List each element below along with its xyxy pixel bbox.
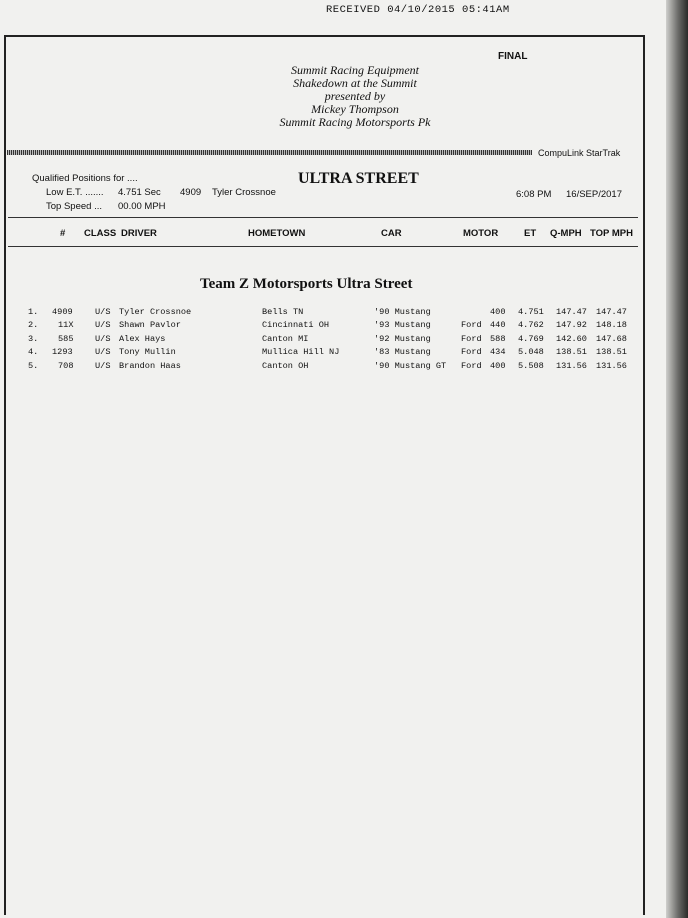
- cell-position: 3.: [28, 333, 39, 344]
- cell-qmph: 138.51: [556, 347, 587, 358]
- cell-car: '92 Mustang: [374, 333, 431, 344]
- cell-qmph: 142.60: [556, 333, 587, 344]
- cell-car: '90 Mustang GT: [374, 360, 447, 371]
- cell-et: 4.762: [518, 320, 544, 331]
- cell-car: '90 Mustang: [374, 307, 431, 317]
- cell-driver: Tyler Crossnoe: [119, 307, 192, 317]
- fax-received-stamp: RECEIVED 04/10/2015 05:41AM: [326, 4, 510, 16]
- column-header-top-rule: [8, 217, 638, 218]
- event-header: [200, 64, 510, 129]
- cell-engine: 400: [490, 307, 506, 317]
- cell-car-number: 1293: [52, 347, 73, 358]
- cell-engine: 434: [490, 347, 506, 358]
- cell-car-number: 708: [58, 360, 74, 371]
- team-title: Team Z Motorsports Ultra Street: [200, 276, 413, 292]
- qualified-positions: [32, 172, 276, 214]
- event-presenter: Mickey Thompson: [311, 102, 399, 116]
- cell-class: U/S: [95, 333, 111, 344]
- cell-driver: Shawn Pavlor: [119, 320, 181, 331]
- col-qmph: Q-MPH: [550, 228, 582, 239]
- status-label: FINAL: [498, 51, 528, 62]
- col-car: CAR: [381, 228, 402, 239]
- col-class: CLASS: [84, 228, 117, 239]
- cell-make: Ford: [461, 320, 482, 331]
- cell-driver: Brandon Haas: [119, 360, 181, 371]
- col-hometown: HOMETOWN: [248, 228, 306, 239]
- top-speed-row: [32, 200, 276, 214]
- cell-topmph: 148.18: [596, 320, 627, 331]
- cell-topmph: 147.47: [596, 307, 627, 317]
- low-et-driver: Tyler Crossnoe: [212, 187, 276, 198]
- report-time: 6:08 PM: [516, 189, 552, 200]
- cell-hometown: Canton OH: [262, 360, 309, 371]
- page-frame: [4, 35, 645, 915]
- col-et: ET: [524, 228, 537, 239]
- cell-class: U/S: [95, 307, 111, 317]
- event-name: Shakedown at the Summit: [293, 76, 417, 90]
- timing-system-label: CompuLink StarTrak: [538, 148, 621, 158]
- cell-class: U/S: [95, 360, 111, 371]
- cell-position: 2.: [28, 320, 39, 331]
- col-driver: DRIVER: [121, 228, 157, 239]
- cell-class: U/S: [95, 347, 111, 358]
- cell-topmph: 131.56: [596, 360, 627, 371]
- cell-car: '83 Mustang: [374, 347, 431, 358]
- cell-et: 5.508: [518, 360, 544, 371]
- cell-make: Ford: [461, 360, 482, 371]
- top-speed-label: Top Speed ...: [46, 201, 102, 212]
- qualified-heading: Qualified Positions for ....: [32, 173, 138, 184]
- cell-position: 4.: [28, 347, 39, 358]
- cell-hometown: Bells TN: [262, 307, 304, 317]
- column-header-bottom-rule: [8, 246, 638, 247]
- cell-hometown: Cincinnati OH: [262, 320, 330, 331]
- col-num: #: [60, 228, 66, 239]
- cell-make: Ford: [461, 333, 482, 344]
- cell-position: 1.: [28, 307, 39, 317]
- cell-qmph: 131.56: [556, 360, 587, 371]
- cell-et: 5.048: [518, 347, 544, 358]
- cell-car-number: 4909: [52, 307, 73, 317]
- cell-car: '93 Mustang: [374, 320, 431, 331]
- hatched-divider: [7, 150, 532, 155]
- low-et-label: Low E.T. .......: [46, 187, 104, 198]
- cell-driver: Tony Mullin: [119, 347, 176, 358]
- cell-engine: 588: [490, 333, 506, 344]
- cell-engine: 400: [490, 360, 506, 371]
- low-et-value: 4.751 Sec: [118, 187, 161, 198]
- event-track: Summit Racing Motorsports Pk: [279, 115, 431, 129]
- low-et-car-number: 4909: [180, 187, 202, 198]
- scan-edge-shadow: [666, 0, 688, 918]
- cell-et: 4.769: [518, 333, 544, 344]
- cell-qmph: 147.47: [556, 307, 587, 317]
- col-motor: MOTOR: [463, 228, 499, 239]
- cell-hometown: Canton MI: [262, 333, 309, 344]
- low-et-row: [32, 186, 276, 200]
- cell-class: U/S: [95, 320, 111, 331]
- cell-car-number: 585: [58, 333, 74, 344]
- cell-qmph: 147.92: [556, 320, 587, 331]
- cell-car-number: 11X: [58, 320, 74, 331]
- report-date: 16/SEP/2017: [566, 189, 622, 200]
- cell-et: 4.751: [518, 307, 544, 317]
- cell-hometown: Mullica Hill NJ: [262, 347, 340, 358]
- cell-engine: 440: [490, 320, 506, 331]
- cell-topmph: 147.68: [596, 333, 627, 344]
- cell-position: 5.: [28, 360, 39, 371]
- event-presented-by: presented by: [324, 89, 386, 103]
- category-title: ULTRA STREET: [298, 170, 419, 187]
- cell-topmph: 138.51: [596, 347, 627, 358]
- col-topmph: TOP MPH: [590, 228, 633, 239]
- cell-make: Ford: [461, 347, 482, 358]
- cell-driver: Alex Hays: [119, 333, 166, 344]
- event-sponsor: Summit Racing Equipment: [291, 63, 419, 77]
- top-speed-value: 00.00 MPH: [118, 201, 166, 212]
